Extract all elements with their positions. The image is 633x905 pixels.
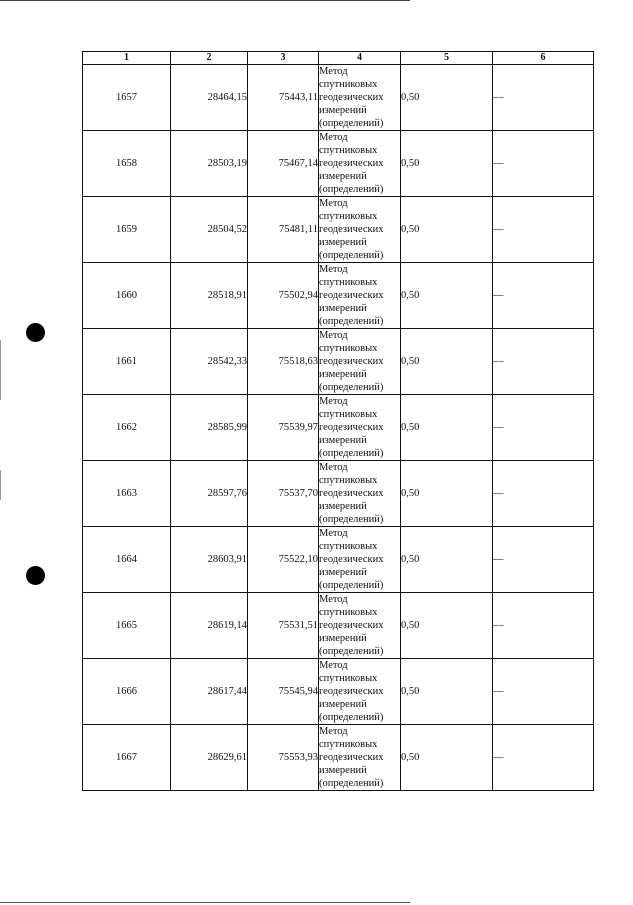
note-cell: — [493, 593, 594, 659]
method-line: спутниковых [319, 145, 378, 156]
method-line: Метод [319, 660, 348, 671]
method-line: спутниковых [319, 409, 378, 420]
method-line: (определений) [319, 118, 384, 129]
column-header: 3 [248, 52, 319, 65]
point-number-cell: 1660 [83, 263, 171, 329]
column-header: 1 [83, 52, 171, 65]
note-cell: — [493, 131, 594, 197]
coordinate-x-cell: 28617,44 [171, 659, 248, 725]
method-cell [319, 527, 401, 593]
coordinate-y-cell: 75545,94 [248, 659, 319, 725]
point-number-cell: 1667 [83, 725, 171, 791]
method-line: Метод [319, 528, 348, 539]
coordinate-x-cell: 28603,91 [171, 527, 248, 593]
accuracy-cell: 0,50 [401, 263, 493, 329]
coordinate-y-cell: 75502,94 [248, 263, 319, 329]
note-cell: — [493, 659, 594, 725]
method-line: Метод [319, 132, 348, 143]
method-line: спутниковых [319, 343, 378, 354]
method-line: геодезических [319, 92, 384, 103]
method-line: измерений [319, 435, 367, 446]
method-line: Метод [319, 396, 348, 407]
table-row [83, 197, 594, 263]
method-line: геодезических [319, 356, 384, 367]
coordinate-x-cell: 28504,52 [171, 197, 248, 263]
method-line: спутниковых [319, 211, 378, 222]
table-body [83, 65, 594, 791]
table-row [83, 65, 594, 131]
coordinate-x-cell: 28585,99 [171, 395, 248, 461]
coordinate-y-cell: 75537,70 [248, 461, 319, 527]
method-line: Метод [319, 462, 348, 473]
method-line: измерений [319, 105, 367, 116]
method-line: Метод [319, 594, 348, 605]
table-row [83, 527, 594, 593]
method-line: Метод [319, 66, 348, 77]
coordinates-table [82, 51, 594, 791]
method-cell [319, 395, 401, 461]
note-cell: — [493, 725, 594, 791]
scan-edge-mark [0, 340, 1, 400]
coordinate-x-cell: 28629,61 [171, 725, 248, 791]
method-line: геодезических [319, 422, 384, 433]
coordinate-y-cell: 75553,93 [248, 725, 319, 791]
method-line: (определений) [319, 712, 384, 723]
coordinate-x-cell: 28597,76 [171, 461, 248, 527]
method-cell [319, 725, 401, 791]
accuracy-cell: 0,50 [401, 659, 493, 725]
coordinate-y-cell: 75518,63 [248, 329, 319, 395]
table-row [83, 395, 594, 461]
accuracy-cell: 0,50 [401, 65, 493, 131]
method-line: (определений) [319, 250, 384, 261]
method-cell [319, 65, 401, 131]
coordinate-x-cell: 28464,15 [171, 65, 248, 131]
accuracy-cell: 0,50 [401, 395, 493, 461]
scan-bottom-border [0, 902, 410, 903]
coordinate-y-cell: 75443,11 [248, 65, 319, 131]
coordinate-x-cell: 28518,91 [171, 263, 248, 329]
method-line: геодезических [319, 158, 384, 169]
accuracy-cell: 0,50 [401, 131, 493, 197]
point-number-cell: 1657 [83, 65, 171, 131]
method-line: измерений [319, 633, 367, 644]
method-cell [319, 263, 401, 329]
point-number-cell: 1659 [83, 197, 171, 263]
scan-edge-mark [0, 470, 1, 500]
method-line: измерений [319, 699, 367, 710]
column-header: 6 [493, 52, 594, 65]
table-header-row [83, 52, 594, 65]
coordinate-x-cell: 28619,14 [171, 593, 248, 659]
point-number-cell: 1664 [83, 527, 171, 593]
method-line: (определений) [319, 514, 384, 525]
accuracy-cell: 0,50 [401, 329, 493, 395]
method-line: измерений [319, 567, 367, 578]
method-line: Метод [319, 726, 348, 737]
method-line: (определений) [319, 184, 384, 195]
method-line: (определений) [319, 316, 384, 327]
method-line: геодезических [319, 554, 384, 565]
coordinate-x-cell: 28503,19 [171, 131, 248, 197]
note-cell: — [493, 527, 594, 593]
accuracy-cell: 0,50 [401, 197, 493, 263]
method-line: спутниковых [319, 541, 378, 552]
table-row [83, 131, 594, 197]
accuracy-cell: 0,50 [401, 593, 493, 659]
method-line: Метод [319, 198, 348, 209]
coordinate-y-cell: 75531,51 [248, 593, 319, 659]
column-header: 4 [319, 52, 401, 65]
punch-hole-upper [26, 323, 45, 342]
coordinate-x-cell: 28542,33 [171, 329, 248, 395]
method-line: геодезических [319, 290, 384, 301]
method-line: Метод [319, 330, 348, 341]
note-cell: — [493, 461, 594, 527]
coordinate-y-cell: 75522,10 [248, 527, 319, 593]
method-line: спутниковых [319, 739, 378, 750]
method-cell [319, 329, 401, 395]
column-header: 2 [171, 52, 248, 65]
column-header: 5 [401, 52, 493, 65]
method-line: измерений [319, 369, 367, 380]
punch-hole-lower [26, 566, 45, 585]
method-line: (определений) [319, 778, 384, 789]
method-line: спутниковых [319, 79, 378, 90]
method-line: (определений) [319, 382, 384, 393]
coordinate-y-cell: 75467,14 [248, 131, 319, 197]
point-number-cell: 1662 [83, 395, 171, 461]
method-line: геодезических [319, 752, 384, 763]
accuracy-cell: 0,50 [401, 527, 493, 593]
method-line: измерений [319, 765, 367, 776]
method-line: геодезических [319, 620, 384, 631]
method-line: (определений) [319, 646, 384, 657]
point-number-cell: 1658 [83, 131, 171, 197]
table-row [83, 593, 594, 659]
point-number-cell: 1666 [83, 659, 171, 725]
accuracy-cell: 0,50 [401, 725, 493, 791]
point-number-cell: 1661 [83, 329, 171, 395]
method-line: геодезических [319, 686, 384, 697]
method-cell [319, 659, 401, 725]
method-line: геодезических [319, 488, 384, 499]
coordinate-y-cell: 75539,97 [248, 395, 319, 461]
table-row [83, 461, 594, 527]
point-number-cell: 1665 [83, 593, 171, 659]
method-line: спутниковых [319, 277, 378, 288]
method-line: измерений [319, 501, 367, 512]
method-line: измерений [319, 171, 367, 182]
table-row [83, 329, 594, 395]
method-cell [319, 197, 401, 263]
note-cell: — [493, 65, 594, 131]
note-cell: — [493, 395, 594, 461]
method-line: Метод [319, 264, 348, 275]
method-line: спутниковых [319, 607, 378, 618]
method-line: геодезических [319, 224, 384, 235]
method-line: спутниковых [319, 673, 378, 684]
table-row [83, 263, 594, 329]
method-cell [319, 593, 401, 659]
method-line: (определений) [319, 448, 384, 459]
accuracy-cell: 0,50 [401, 461, 493, 527]
point-number-cell: 1663 [83, 461, 171, 527]
table-row [83, 725, 594, 791]
method-line: измерений [319, 303, 367, 314]
scan-top-border [0, 0, 410, 1]
method-line: измерений [319, 237, 367, 248]
coordinate-y-cell: 75481,11 [248, 197, 319, 263]
note-cell: — [493, 329, 594, 395]
method-cell [319, 131, 401, 197]
note-cell: — [493, 263, 594, 329]
note-cell: — [493, 197, 594, 263]
method-line: спутниковых [319, 475, 378, 486]
method-line: (определений) [319, 580, 384, 591]
method-cell [319, 461, 401, 527]
table-row [83, 659, 594, 725]
